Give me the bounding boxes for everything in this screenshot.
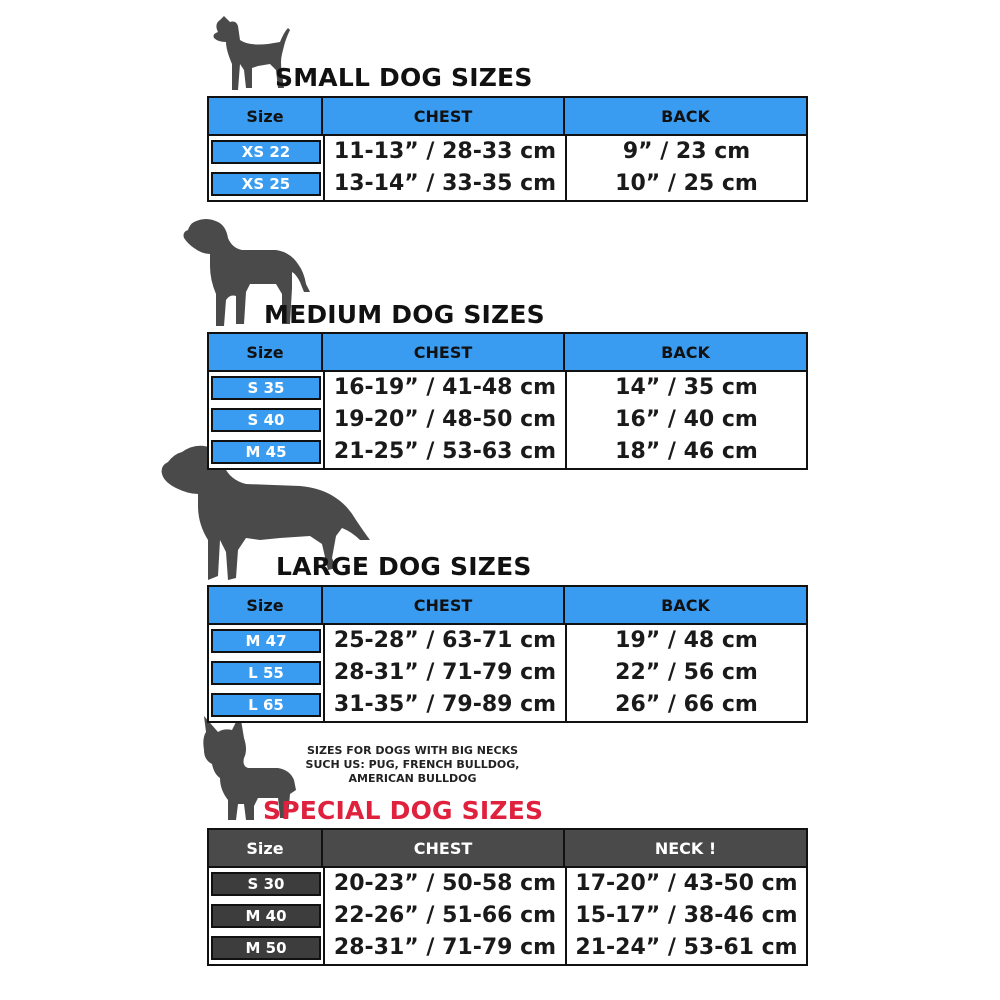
chest-value: 11-13” / 28-33 cm (333, 139, 557, 164)
back-value: 9” / 23 cm (622, 139, 751, 164)
size-tag: XS 25 (211, 172, 321, 196)
back-value: 16” / 40 cm (615, 407, 758, 432)
note-line: AMERICAN BULLDOG (348, 772, 477, 785)
back-header: BACK (661, 342, 710, 362)
size-header: Size (209, 587, 323, 623)
back-header: BACK (661, 106, 710, 126)
size-tag: XS 22 (211, 140, 321, 164)
chest-value: 20-23” / 50-58 cm (333, 871, 557, 896)
table-header (209, 334, 806, 370)
size-tag: M 50 (211, 936, 321, 960)
back-value: 22” / 56 cm (615, 660, 758, 685)
note-line: SIZES FOR DOGS WITH BIG NECKS (306, 744, 519, 757)
back-value: 14” / 35 cm (615, 375, 758, 400)
chest-value: 16-19” / 41-48 cm (333, 375, 557, 400)
table-header (209, 830, 806, 866)
back-value: 26” / 66 cm (615, 692, 758, 717)
special-size-table (207, 828, 808, 966)
size-tag: L 55 (211, 661, 321, 685)
chest-header: CHEST (323, 98, 565, 134)
neck-header: NECK ! (654, 838, 717, 858)
size-header: Size (209, 830, 323, 866)
chest-header: CHEST (323, 830, 565, 866)
size-header: Size (209, 334, 323, 370)
back-value: 19” / 48 cm (615, 628, 758, 653)
size-header: Size (209, 98, 323, 134)
chest-value: 21-25” / 53-63 cm (333, 439, 557, 464)
small-size-table (207, 96, 808, 202)
chest-value: 19-20” / 48-50 cm (333, 407, 557, 432)
chest-value: 22-26” / 51-66 cm (333, 903, 557, 928)
chest-value: 28-31” / 71-79 cm (333, 935, 557, 960)
neck-value: 15-17” / 38-46 cm (575, 903, 798, 928)
back-value: 18” / 46 cm (615, 439, 758, 464)
chest-value: 25-28” / 63-71 cm (333, 628, 557, 653)
back-header: BACK (661, 595, 710, 615)
table-header (209, 98, 806, 134)
large-size-table (207, 585, 808, 723)
medium-size-table (207, 332, 808, 470)
note-line: SUCH US: PUG, FRENCH BULLDOG, (305, 758, 520, 771)
chest-header: CHEST (323, 587, 565, 623)
size-tag: M 40 (211, 904, 321, 928)
large-section-title: LARGE DOG SIZES (276, 552, 532, 581)
size-tag: S 40 (211, 408, 321, 432)
size-tag: L 65 (211, 693, 321, 717)
chest-value: 13-14” / 33-35 cm (333, 171, 557, 196)
small-section-title: SMALL DOG SIZES (275, 63, 533, 92)
size-tag: M 47 (211, 629, 321, 653)
size-tag: S 30 (211, 872, 321, 896)
neck-value: 17-20” / 43-50 cm (575, 871, 798, 896)
special-section-note (290, 744, 535, 786)
special-section-title: SPECIAL DOG SIZES (263, 796, 544, 825)
neck-value: 21-24” / 53-61 cm (575, 935, 798, 960)
chest-value: 31-35” / 79-89 cm (333, 692, 557, 717)
size-tag: S 35 (211, 376, 321, 400)
chest-header: CHEST (323, 334, 565, 370)
size-tag: M 45 (211, 440, 321, 464)
table-header (209, 587, 806, 623)
chest-value: 28-31” / 71-79 cm (333, 660, 557, 685)
medium-section-title: MEDIUM DOG SIZES (264, 300, 545, 329)
back-value: 10” / 25 cm (615, 171, 758, 196)
